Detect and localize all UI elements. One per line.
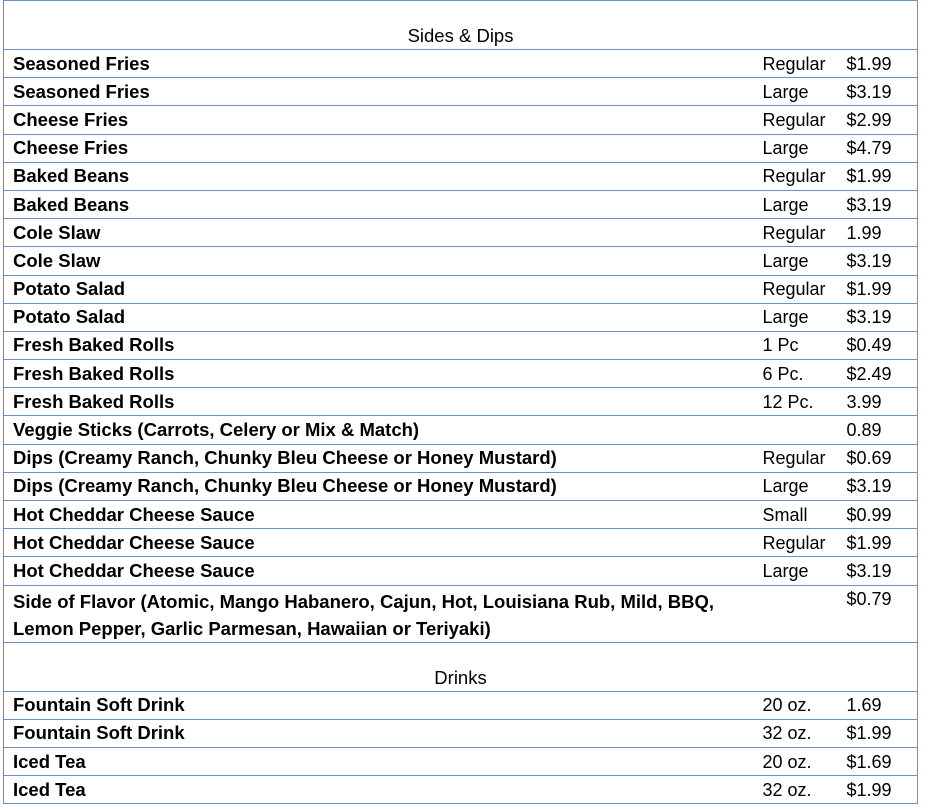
item-name: Fountain Soft Drink xyxy=(4,719,758,747)
item-size: 20 oz. xyxy=(758,691,847,719)
item-name: Baked Beans xyxy=(4,190,758,218)
item-size: 1 Pc xyxy=(758,331,847,359)
item-size: Small xyxy=(758,501,847,529)
item-size: 12 Pc. xyxy=(758,388,847,416)
menu-item-row xyxy=(4,106,918,134)
section-title: Drinks xyxy=(4,642,918,691)
item-price: $1.99 xyxy=(847,529,918,557)
menu-item-row xyxy=(4,472,918,500)
menu-item-row xyxy=(4,416,918,444)
menu-item-row xyxy=(4,219,918,247)
menu-item-row xyxy=(4,162,918,190)
item-price: $3.19 xyxy=(847,557,918,585)
item-size xyxy=(758,416,847,444)
menu-item-row xyxy=(4,388,918,416)
item-price: $1.99 xyxy=(847,719,918,747)
menu-item-row xyxy=(4,444,918,472)
item-price: $3.19 xyxy=(847,190,918,218)
item-price: $1.99 xyxy=(847,162,918,190)
item-name: Hot Cheddar Cheese Sauce xyxy=(4,529,758,557)
item-size: Large xyxy=(758,303,847,331)
item-size: Regular xyxy=(758,162,847,190)
item-size: Large xyxy=(758,472,847,500)
item-price: $2.99 xyxy=(847,106,918,134)
item-size: Large xyxy=(758,557,847,585)
item-price: $0.49 xyxy=(847,331,918,359)
item-size: Regular xyxy=(758,444,847,472)
item-name: Veggie Sticks (Carrots, Celery or Mix & Match) xyxy=(4,416,758,444)
item-name: Seasoned Fries xyxy=(4,78,758,106)
section-header-row xyxy=(4,1,918,50)
menu-item-row xyxy=(4,331,918,359)
item-name: Cheese Fries xyxy=(4,134,758,162)
menu-item-row xyxy=(4,585,918,642)
item-price: $3.19 xyxy=(847,303,918,331)
item-size: Regular xyxy=(758,529,847,557)
menu-item-row xyxy=(4,719,918,747)
item-name: Dips (Creamy Ranch, Chunky Bleu Cheese or Honey Mustard) xyxy=(4,444,758,472)
item-price: $0.69 xyxy=(847,444,918,472)
item-price: $0.99 xyxy=(847,501,918,529)
item-name: Cole Slaw xyxy=(4,219,758,247)
item-price: $0.79 xyxy=(847,585,918,642)
item-size: Large xyxy=(758,134,847,162)
item-name: Baked Beans xyxy=(4,162,758,190)
item-price: 0.89 xyxy=(847,416,918,444)
menu-item-row xyxy=(4,557,918,585)
menu-item-row xyxy=(4,190,918,218)
item-price: $3.19 xyxy=(847,472,918,500)
item-price: $1.69 xyxy=(847,747,918,775)
item-price: $1.99 xyxy=(847,50,918,78)
item-price: $1.99 xyxy=(847,275,918,303)
item-name: Seasoned Fries xyxy=(4,50,758,78)
menu-item-row xyxy=(4,275,918,303)
item-price: 1.99 xyxy=(847,219,918,247)
item-size: Large xyxy=(758,190,847,218)
menu-item-row xyxy=(4,78,918,106)
item-size xyxy=(758,585,847,642)
item-name: Iced Tea xyxy=(4,747,758,775)
item-size: Regular xyxy=(758,275,847,303)
item-size: Regular xyxy=(758,106,847,134)
item-name: Cole Slaw xyxy=(4,247,758,275)
menu-item-row xyxy=(4,303,918,331)
item-name: Fresh Baked Rolls xyxy=(4,360,758,388)
section-header-row xyxy=(4,642,918,691)
item-size: 20 oz. xyxy=(758,747,847,775)
item-size: Large xyxy=(758,247,847,275)
menu-item-row xyxy=(4,691,918,719)
item-size: Large xyxy=(758,78,847,106)
section-title: Sides & Dips xyxy=(4,1,918,50)
item-price: $2.49 xyxy=(847,360,918,388)
item-name: Fresh Baked Rolls xyxy=(4,331,758,359)
item-price: $3.19 xyxy=(847,247,918,275)
menu-item-row xyxy=(4,360,918,388)
menu-item-row xyxy=(4,134,918,162)
item-name: Potato Salad xyxy=(4,303,758,331)
item-name: Hot Cheddar Cheese Sauce xyxy=(4,557,758,585)
item-price: $3.19 xyxy=(847,78,918,106)
menu-item-row xyxy=(4,529,918,557)
item-price: $4.79 xyxy=(847,134,918,162)
menu-item-row xyxy=(4,747,918,775)
item-size: Regular xyxy=(758,219,847,247)
item-size: Regular xyxy=(758,50,847,78)
item-size: 32 oz. xyxy=(758,776,847,804)
item-price: 3.99 xyxy=(847,388,918,416)
item-price: $1.99 xyxy=(847,776,918,804)
item-size: 32 oz. xyxy=(758,719,847,747)
item-name: Dips (Creamy Ranch, Chunky Bleu Cheese or Honey Mustard) xyxy=(4,472,758,500)
item-name: Fountain Soft Drink xyxy=(4,691,758,719)
menu-item-row xyxy=(4,247,918,275)
menu-item-row xyxy=(4,501,918,529)
item-size: 6 Pc. xyxy=(758,360,847,388)
item-price: 1.69 xyxy=(847,691,918,719)
item-name: Potato Salad xyxy=(4,275,758,303)
menu-table xyxy=(3,0,918,804)
item-name: Hot Cheddar Cheese Sauce xyxy=(4,501,758,529)
item-name: Cheese Fries xyxy=(4,106,758,134)
menu-body xyxy=(4,1,918,804)
item-name: Iced Tea xyxy=(4,776,758,804)
item-name: Fresh Baked Rolls xyxy=(4,388,758,416)
menu-sheet xyxy=(3,0,917,804)
item-name: Side of Flavor (Atomic, Mango Habanero, Cajun, Hot, Louisiana Rub, Mild, BBQ, Lemon Pepper, Garlic Parmesan, Hawaiian or Teriyaki) xyxy=(4,585,758,642)
menu-item-row xyxy=(4,50,918,78)
menu-item-row xyxy=(4,776,918,804)
